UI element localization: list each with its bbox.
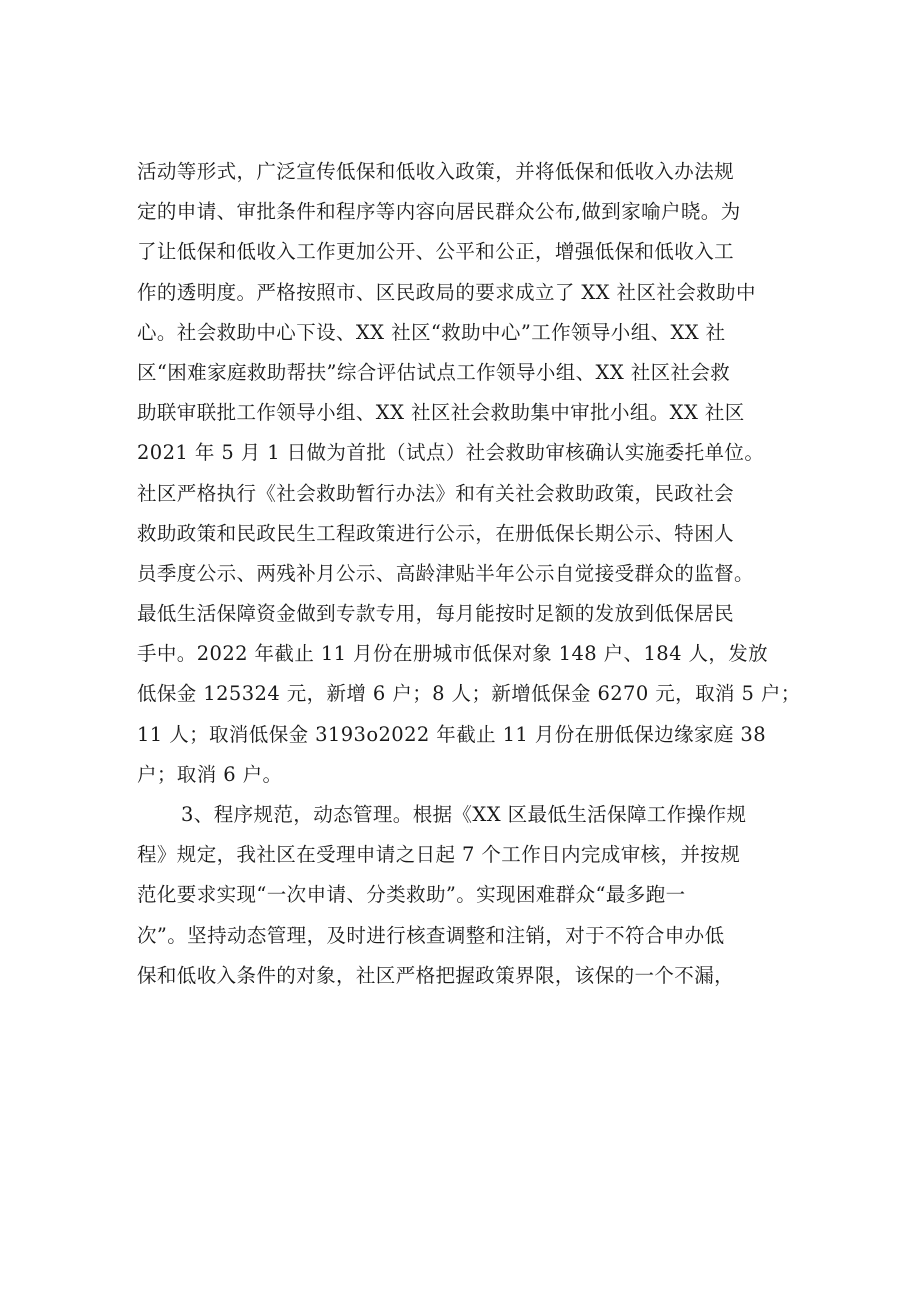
text-line: 救助政策和民政民生工程政策进行公示，在册低保长期公示、特困人 bbox=[137, 521, 735, 545]
text-line-indented: 3、程序规范，动态管理。根据《XX 区最低生活保障工作操作规 bbox=[181, 803, 747, 826]
text-line: 心。社会救助中心下设、XX 社区“救助中心”工作领导小组、XX 社 bbox=[137, 320, 726, 344]
paragraph-1 bbox=[137, 152, 801, 795]
text-line: 区“困难家庭救助帮扶”综合评估试点工作领导小组、XX 社区社会救 bbox=[137, 360, 731, 384]
text-line: 作的透明度。严格按照市、区民政局的要求成立了 XX 社区社会救助中 bbox=[137, 280, 756, 304]
text-line: 最低生活保障资金做到专款专用，每月能按时足额的发放到低保居民 bbox=[137, 602, 735, 626]
text-line: 了让低保和低收入工作更加公开、公平和公正，增强低保和低收入工 bbox=[137, 240, 735, 264]
text-line: 定的申请、审批条件和程序等内容向居民群众公布,做到家喻户晓。为 bbox=[137, 200, 741, 224]
text-line: 手中。2022 年截止 11 月份在册城市低保对象 148 户、184 人，发放 bbox=[137, 642, 769, 666]
text-line: 低保金 125324 元，新增 6 户；8 人；新增低保金 6270 元，取消 5 户； bbox=[137, 682, 801, 706]
text-line: 社区严格执行《社会救助暂行办法》和有关社会救助政策，民政社会 bbox=[137, 481, 735, 505]
text-line: 保和低收入条件的对象，社区严格把握政策界限，该保的一个不漏， bbox=[137, 963, 735, 987]
text-line: 助联审联批工作领导小组、XX 社区社会救助集中审批小组。XX 社区 bbox=[137, 401, 745, 425]
text-line: 范化要求实现“一次申请、分类救助”。实现困难群众“最多跑一 bbox=[137, 883, 686, 907]
text-line: 程》规定，我社区在受理申请之日起 7 个工作日内完成审核，并按规 bbox=[137, 843, 741, 867]
text-line: 2021 年 5 月 1 日做为首批（试点）社会救助审核确认实施委托单位。 bbox=[137, 441, 765, 465]
body-text bbox=[137, 152, 801, 996]
text-line: 员季度公示、两残补月公示、高龄津贴半年公示自觉接受群众的监督。 bbox=[137, 561, 754, 585]
paragraph-2 bbox=[137, 795, 797, 996]
text-line: 户；取消 6 户。 bbox=[137, 762, 283, 786]
text-line: 活动等形式，广泛宣传低保和低收入政策，并将低保和低收入办法规 bbox=[137, 160, 735, 183]
text-line: 11 人；取消低保金 3193o2022 年截止 11 月份在册低保边缘家庭 38 bbox=[137, 722, 767, 746]
text-line: 次”。坚持动态管理，及时进行核查调整和注销，对于不符合申办低 bbox=[137, 923, 725, 947]
